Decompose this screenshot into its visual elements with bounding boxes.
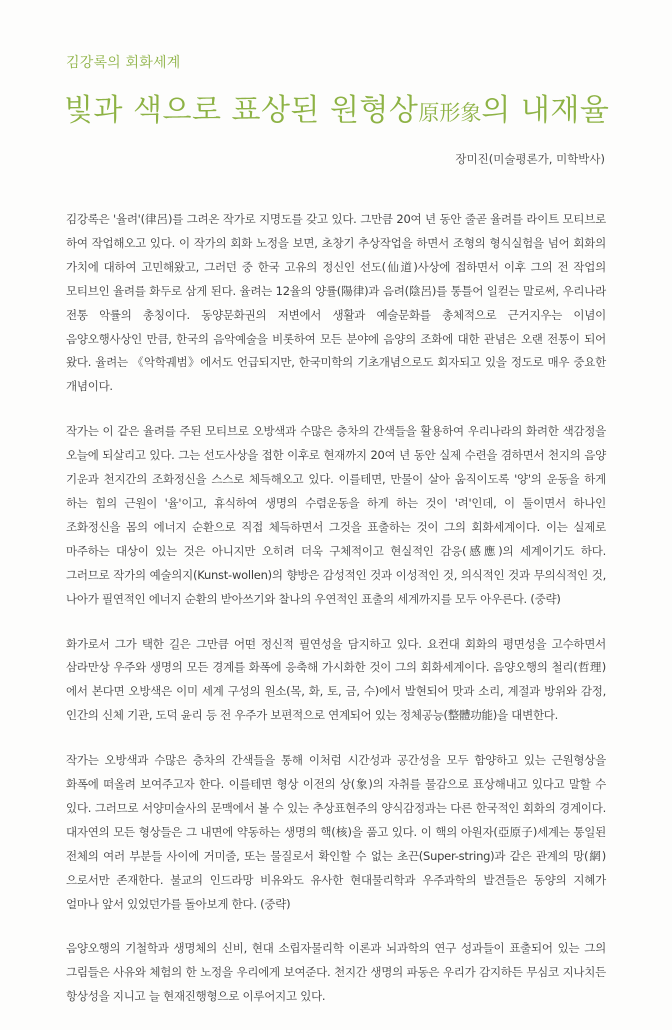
title-main: 빛과 색으로 표상된 원형상 [64, 93, 419, 128]
title-tail: 의 내재율 [481, 93, 610, 128]
paragraph-3: 화가로서 그가 택한 길은 그만큼 어떤 정신적 필연성을 담지하고 있다. 요컨대 회화의 평면성을 고수하면서 삼라만상 우주와 생명의 모든 경계를 화폭에 응축해 가시화한 것이 그의 회화세계이다. 음양오행의 철리(哲理)에서 본다면 오방색은 이미 세계 구성의 원소(목, 화, 토, 금, 수)에서 발현되어 맛과 소리, 계절과 방위와 감정, 인간의 신체 기관, 도덕 윤리 등 전 우주가 보편적으로 연계되어 있는 정체공능(整體功能)을 대변한다. [66, 636, 606, 723]
article-title [64, 93, 609, 129]
paragraph-1: 김강록은 '율려'(律呂)를 그려온 작가로 지명도를 갖고 있다. 그만큼 20여 년 동안 줄곧 율려를 라이트 모티브로 하여 작업해오고 있다. 이 작가의 회화 노정을 보면, 초창기 추상작업을 하면서 조형의 형식실험을 넘어 회화의 가치에 대하여 고민해왔고, 그러던 중 한국 고유의 정신인 선도(仙道)사상에 접하면서 이후 그의 전 작업의 모티브인 율려를 화두로 삼게 된다. 율려는 12율의 양률(陽律)과 음려(陰呂)를 통틀어 일컫는 말로써, 우리나라 전통 악률의 총칭이다. 동양문화권의 저변에서 생활과 예술문화를 총체적으로 근거지우는 이념이 음양오행사상인 만큼, 한국의 음악예술을 비롯하여 모든 분야에 음양의 조화에 대한 관념은 오랜 전통이 되어 왔다. 율려는 《악학궤범》에서도 언급되지만, 한국미학의 기초개념으로도 회자되고 있을 정도로 매우 중요한 개념이다. [66, 212, 606, 394]
paragraph-4: 작가는 오방색과 수많은 층차의 간색들을 통해 이처럼 시간성과 공간성을 모두 함양하고 있는 근원형상을 화폭에 떠올려 보여주고자 한다. 이를테면 형상 이전의 상(象)의 자취를 물감으로 표상해내고 있다고 말할 수 있다. 그러므로 서양미술사의 문맥에서 볼 수 있는 추상표현주의 양식감정과는 다른 한국적인 회화의 경계이다. 대자연의 모든 형상들은 그 내면에 약동하는 생명의 핵(核)을 품고 있다. 이 핵의 아원자(亞原子)세계는 통일된 전체의 여러 부분들 사이에 거미줄, 또는 물질로서 확인할 수 없는 초끈(Super-string)과 같은 관계의 망(網)으로서만 존재한다. 불교의 인드라망 비유와도 유사한 현대물리학과 우주과학의 발견들은 동양의 지혜가 얼마나 앞서 있었던가를 돌아보게 한다. (중략) [66, 753, 606, 911]
title-hanja: 原形象 [418, 101, 482, 125]
article-body [66, 208, 606, 1030]
paragraph-5: 음양오행의 기철학과 생명체의 신비, 현대 소립자물리학 이론과 뇌과학의 연구 성과들이 표출되어 있는 그의 그림들은 사유와 체험의 한 노정을 우리에게 보여준다. 천지간 생명의 파동은 우리가 감지하든 무심코 지나치든 항상성을 지니고 늘 현재진행형으로 이루어지고 있다. [66, 941, 606, 1004]
author-byline: 장미진(미술평론가, 미학박사) [455, 152, 605, 166]
section-label: 김강록의 회화세계 [66, 55, 181, 71]
paragraph-2: 작가는 이 같은 율려를 주된 모티브로 오방색과 수많은 층차의 간색들을 활용하여 우리나라의 화려한 색감정을 오늘에 되살리고 있다. 그는 선도사상을 접한 이후로 현재까지 20여 년 동안 실제 수련을 겸하면서 천지의 음양 기운과 천지간의 조화정신을 스스로 체득해오고 있다. 이를테면, 만물이 살아 움직이도록 '양'의 운동을 하게 하는 힘의 근원이 '율'이고, 휴식하여 생명의 수렴운동을 하게 하는 것이 '려'인데, 이 둘이면서 하나인 조화정신을 몸의 에너지 순환으로 직접 체득하면서 그것을 표출하는 것이 그의 회화세계이다. 이는 실제로 마주하는 대상이 있는 것은 아니지만 오히려 더욱 구체적이고 현실적인 감응(感應)의 세계이기도 하다. 그러므로 작가의 예술의지(Kunst-wollen)의 향방은 감성적인 것과 이성적인 것, 의식적인 것과 무의식적인 것, 나아가 필연적인 에너지 순환의 받아쓰기와 찰나의 우연적인 표출의 세계까지를 모두 아우른다. (중략) [66, 424, 606, 606]
